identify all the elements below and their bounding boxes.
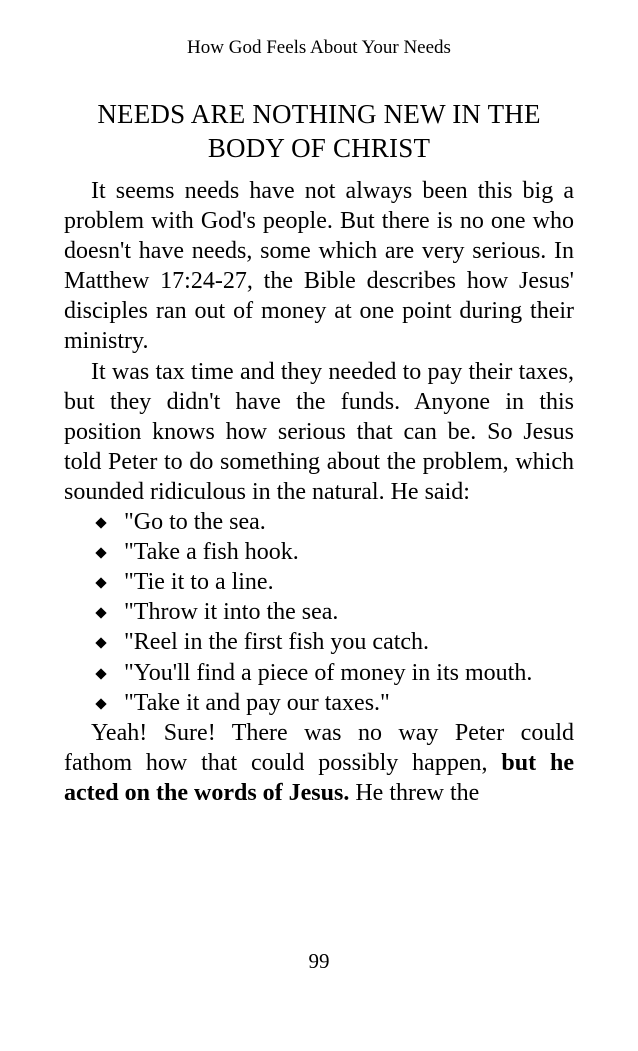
chapter-title: NEEDS ARE NOTHING NEW IN THE BODY OF CHRIST: [97, 99, 541, 163]
list-item-text: "Take it and pay our taxes.": [124, 689, 390, 716]
diamond-bullet-icon: [95, 698, 106, 709]
paragraph-3-end: He threw the: [355, 779, 480, 806]
page-number: 99: [308, 949, 330, 973]
list-item: [94, 507, 574, 537]
list-item: [94, 537, 574, 567]
diamond-bullet-icon: [95, 547, 106, 558]
list-item-text: "Reel in the first fish you catch.: [124, 629, 430, 656]
paragraph-3: [64, 718, 574, 808]
paragraph-3-start: Yeah! Sure! There was no way Peter could fathom how that could possibly happen,: [64, 719, 574, 776]
diamond-bullet-icon: [95, 608, 106, 619]
body-text: [64, 176, 574, 808]
list-item-text: "Throw it into the sea.: [124, 599, 339, 626]
list-item-text: "Go to the sea.: [124, 509, 266, 536]
list-item: [94, 688, 574, 718]
list-item: [94, 567, 574, 597]
paragraph-2: It was tax time and they needed to pay their taxes, but they didn't have the funds. Anyone in this position knows how serious that can be. So Jesus told Peter to do something about the problem, which sounded ridiculous in the natural. He said:: [64, 358, 574, 505]
bullet-list: [64, 507, 574, 718]
diamond-bullet-icon: [95, 638, 106, 649]
diamond-bullet-icon: [95, 668, 106, 679]
running-header: How God Feels About Your Needs: [187, 37, 451, 58]
list-item: [94, 658, 574, 688]
list-item-text: "Take a fish hook.: [124, 539, 299, 566]
list-item: [94, 627, 574, 657]
diamond-bullet-icon: [95, 578, 106, 589]
paragraph-1: It seems needs have not always been this big a problem with God's people. But there is no one who doesn't have needs, some which are very serious. In Matthew 17:24-27, the Bible describes how Jesus' disciples ran out of money at one point during their ministry.: [64, 178, 574, 355]
list-item-text: "Tie it to a line.: [124, 569, 274, 596]
list-item: [94, 597, 574, 627]
list-item-text: "You'll find a piece of money in its mouth.: [124, 659, 533, 686]
diamond-bullet-icon: [95, 517, 106, 528]
paragraph-3-emphasis: but he acted on the words of Jesus.: [64, 749, 575, 806]
